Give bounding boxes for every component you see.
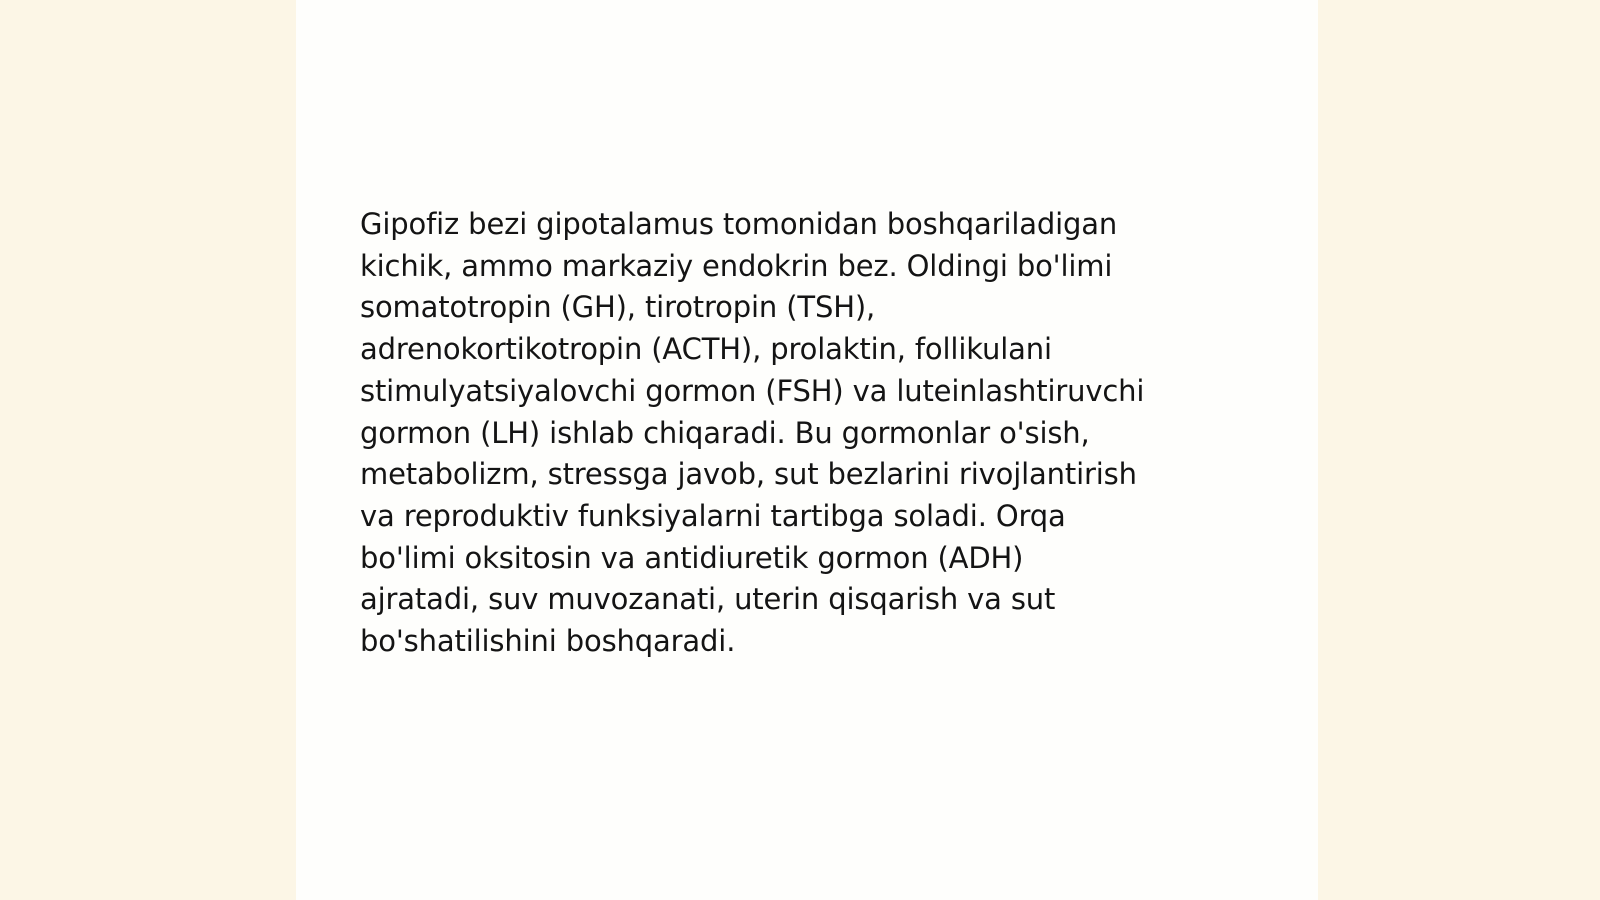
paragraph-line: va reproduktiv funksiyalarni tartibga soladi. Orqa [360,498,1066,533]
left-margin-panel [0,0,296,900]
paragraph-line: kichik, ammo markaziy endokrin bez. Oldingi bo'limi [360,248,1113,283]
document-page [296,0,1318,900]
paragraph-line: bo'shatilishini boshqaradi. [360,624,736,659]
right-margin-panel [1318,0,1600,900]
paragraph-line: ajratadi, suv muvozanati, uterin qisqarish va sut [360,582,1056,617]
paragraph-line: somatotropin (GH), tirotropin (TSH), [360,290,876,325]
paragraph-line: adrenokortikotropin (ACTH), prolaktin, follikulani [360,332,1052,367]
paragraph-line: gormon (LH) ishlab chiqaradi. Bu gormonlar o'sish, [360,415,1090,450]
body-paragraph [360,204,1260,663]
paragraph-line: Gipofiz bezi gipotalamus tomonidan boshqariladigan [360,207,1118,241]
paragraph-line: metabolizm, stressga javob, sut bezlarini rivojlantirish [360,457,1137,492]
paragraph-line: stimulyatsiyalovchi gormon (FSH) va luteinlashtiruvchi [360,373,1145,408]
paragraph-line: bo'limi oksitosin va antidiuretik gormon (ADH) [360,540,1024,575]
